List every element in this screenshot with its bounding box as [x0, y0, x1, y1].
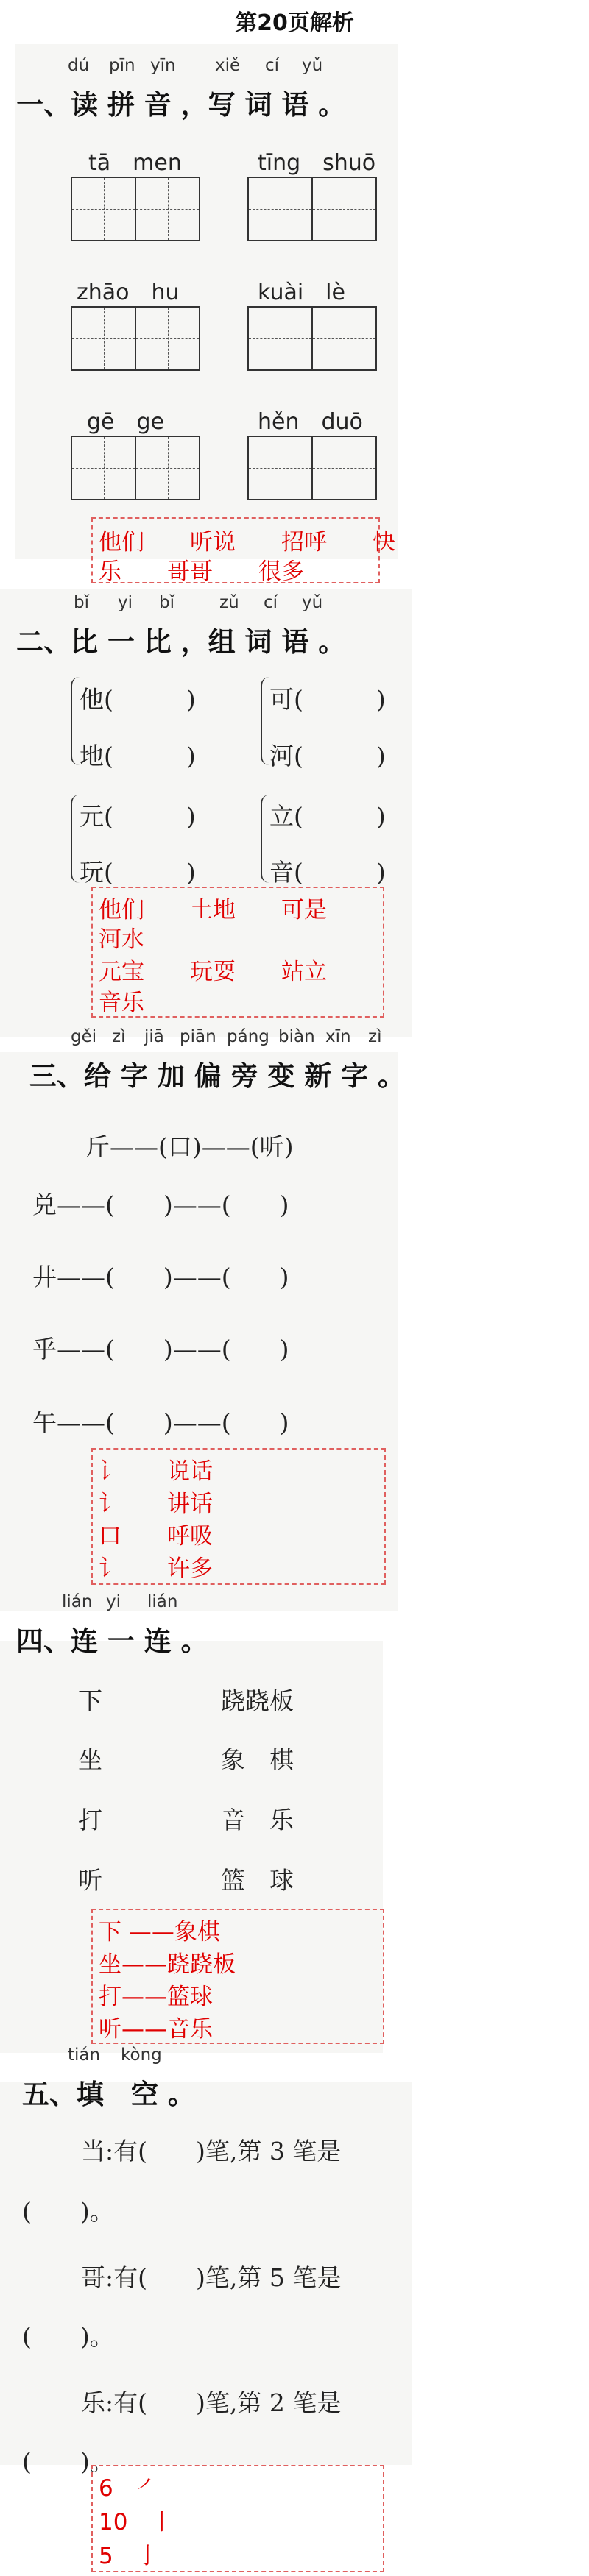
answer-line: 5 亅	[99, 2543, 159, 2569]
writing-grid[interactable]	[247, 436, 377, 500]
pinyin: bǐ	[159, 593, 174, 612]
radical-row[interactable]: 井——( )——( )	[32, 1263, 289, 1291]
word-blank[interactable]: 立( )	[269, 802, 386, 831]
pinyin: lián	[147, 1592, 178, 1611]
match-left-item[interactable]: 听	[78, 1866, 102, 1895]
answer-box	[91, 1909, 384, 2044]
answer-line: 下 ——象棋	[99, 1919, 220, 1945]
answer-line: 元宝 玩耍 站立	[99, 959, 327, 985]
pinyin: gěi	[71, 1027, 97, 1046]
pinyin: kòng	[121, 2045, 162, 2065]
fill-blank-line[interactable]: ( )。	[22, 2447, 114, 2476]
pinyin-word: zhāo hu	[77, 280, 180, 305]
brace	[261, 677, 269, 765]
match-left-item[interactable]: 打	[78, 1806, 102, 1834]
match-right-item[interactable]: 象 棋	[221, 1745, 294, 1774]
pinyin: piān	[180, 1027, 216, 1046]
answer-line: 10 丨	[99, 2509, 174, 2536]
match-left-item[interactable]: 坐	[78, 1745, 102, 1774]
brace	[71, 677, 80, 765]
pinyin: xīn	[325, 1027, 351, 1046]
answer-box	[91, 1448, 386, 1585]
pinyin: tián	[68, 2045, 101, 2065]
fill-blank-line[interactable]: 当:有( )笔,第 3 笔是	[81, 2137, 342, 2165]
fill-blank-line[interactable]: 哥:有( )笔,第 5 笔是	[81, 2263, 342, 2292]
pinyin-word: gē ge	[87, 409, 164, 435]
radical-row[interactable]: 午——( )——( )	[32, 1408, 289, 1437]
pinyin: yǔ	[302, 56, 323, 75]
pinyin: yi	[106, 1592, 121, 1611]
word-blank[interactable]: 可( )	[269, 685, 386, 714]
word-blank[interactable]: 音( )	[269, 858, 386, 887]
writing-grid[interactable]	[247, 306, 377, 371]
word-blank[interactable]: 河( )	[269, 742, 386, 770]
brace	[261, 795, 269, 883]
answer-line: 讠 说话	[99, 1458, 213, 1485]
writing-grid[interactable]	[71, 306, 200, 371]
pinyin: zǔ	[219, 593, 239, 612]
pinyin: pīn	[109, 56, 135, 75]
writing-grid[interactable]	[247, 177, 377, 241]
pinyin-word: tā men	[88, 150, 182, 176]
section-1-heading: 一、读 拼 音 ，写 词 语 。	[16, 89, 346, 121]
answer-line: 坐——跷跷板	[99, 1951, 236, 1978]
word-blank[interactable]: 他( )	[80, 685, 196, 714]
pinyin: lián	[62, 1592, 93, 1611]
answer-line: 6 ㇒	[99, 2475, 159, 2502]
pinyin-word: tīng shuō	[258, 150, 376, 176]
match-left-item[interactable]: 下	[78, 1686, 102, 1715]
pinyin: páng	[227, 1027, 269, 1046]
section-4-heading: 四、连 一 连 。	[16, 1625, 208, 1657]
match-right-item[interactable]: 篮 球	[221, 1866, 294, 1895]
word-blank[interactable]: 地( )	[80, 742, 196, 770]
pinyin: cí	[265, 56, 280, 75]
pinyin: jiā	[144, 1027, 164, 1046]
pinyin: zì	[368, 1027, 382, 1046]
pinyin: cí	[264, 593, 278, 612]
page-title: 第20页解析	[235, 10, 354, 36]
pinyin-word: kuài lè	[258, 280, 345, 305]
pinyin-word: hěn duō	[258, 409, 363, 435]
fill-blank-line[interactable]: ( )。	[22, 2197, 114, 2226]
fill-blank-line[interactable]: ( )。	[22, 2322, 114, 2351]
word-blank[interactable]: 元( )	[80, 802, 196, 831]
radical-row[interactable]: 乎——( )——( )	[32, 1335, 289, 1363]
writing-grid[interactable]	[71, 177, 200, 241]
match-right-item[interactable]: 跷跷板	[221, 1686, 294, 1715]
writing-grid[interactable]	[71, 436, 200, 500]
answer-line: 乐 哥哥 很多	[99, 558, 304, 585]
answer-line: 打——篮球	[99, 1984, 213, 2010]
match-right-item[interactable]: 音 乐	[221, 1806, 294, 1834]
pinyin: yǔ	[302, 593, 323, 612]
answer-line: 他们 土地 可是	[99, 897, 327, 923]
answer-box	[91, 887, 384, 1018]
pinyin: yīn	[150, 56, 176, 75]
pinyin: xiě	[215, 56, 241, 75]
pinyin: yi	[118, 593, 133, 612]
example-row: 斤——(口)——(听)	[85, 1132, 294, 1161]
fill-blank-line[interactable]: 乐:有( )笔,第 2 笔是	[81, 2388, 342, 2417]
pinyin: dú	[68, 56, 90, 75]
word-blank[interactable]: 玩( )	[80, 858, 196, 887]
pinyin: zì	[112, 1027, 126, 1046]
brace	[71, 795, 80, 883]
section-3-heading: 三、给 字 加 偏 旁 变 新 字 。	[29, 1060, 406, 1092]
answer-line: 口 呼吸	[99, 1523, 213, 1550]
radical-row[interactable]: 兑——( )——( )	[32, 1191, 289, 1219]
answer-line: 讠 许多	[99, 1555, 213, 1582]
answer-line: 音乐	[99, 990, 144, 1016]
answer-box	[91, 517, 395, 585]
section-2-heading: 二、比 一 比 ，组 词 语 。	[16, 626, 346, 658]
answer-line: 听——音乐	[99, 2016, 213, 2043]
section-5-heading: 五、填 空 。	[22, 2079, 195, 2110]
answer-line: 讠 讲话	[99, 1491, 213, 1517]
answer-line: 他们 听说 招呼 快	[99, 529, 395, 556]
answer-box	[91, 2465, 384, 2572]
pinyin: biàn	[278, 1027, 315, 1046]
answer-line: 河水	[99, 926, 144, 953]
pinyin: bǐ	[74, 593, 89, 612]
